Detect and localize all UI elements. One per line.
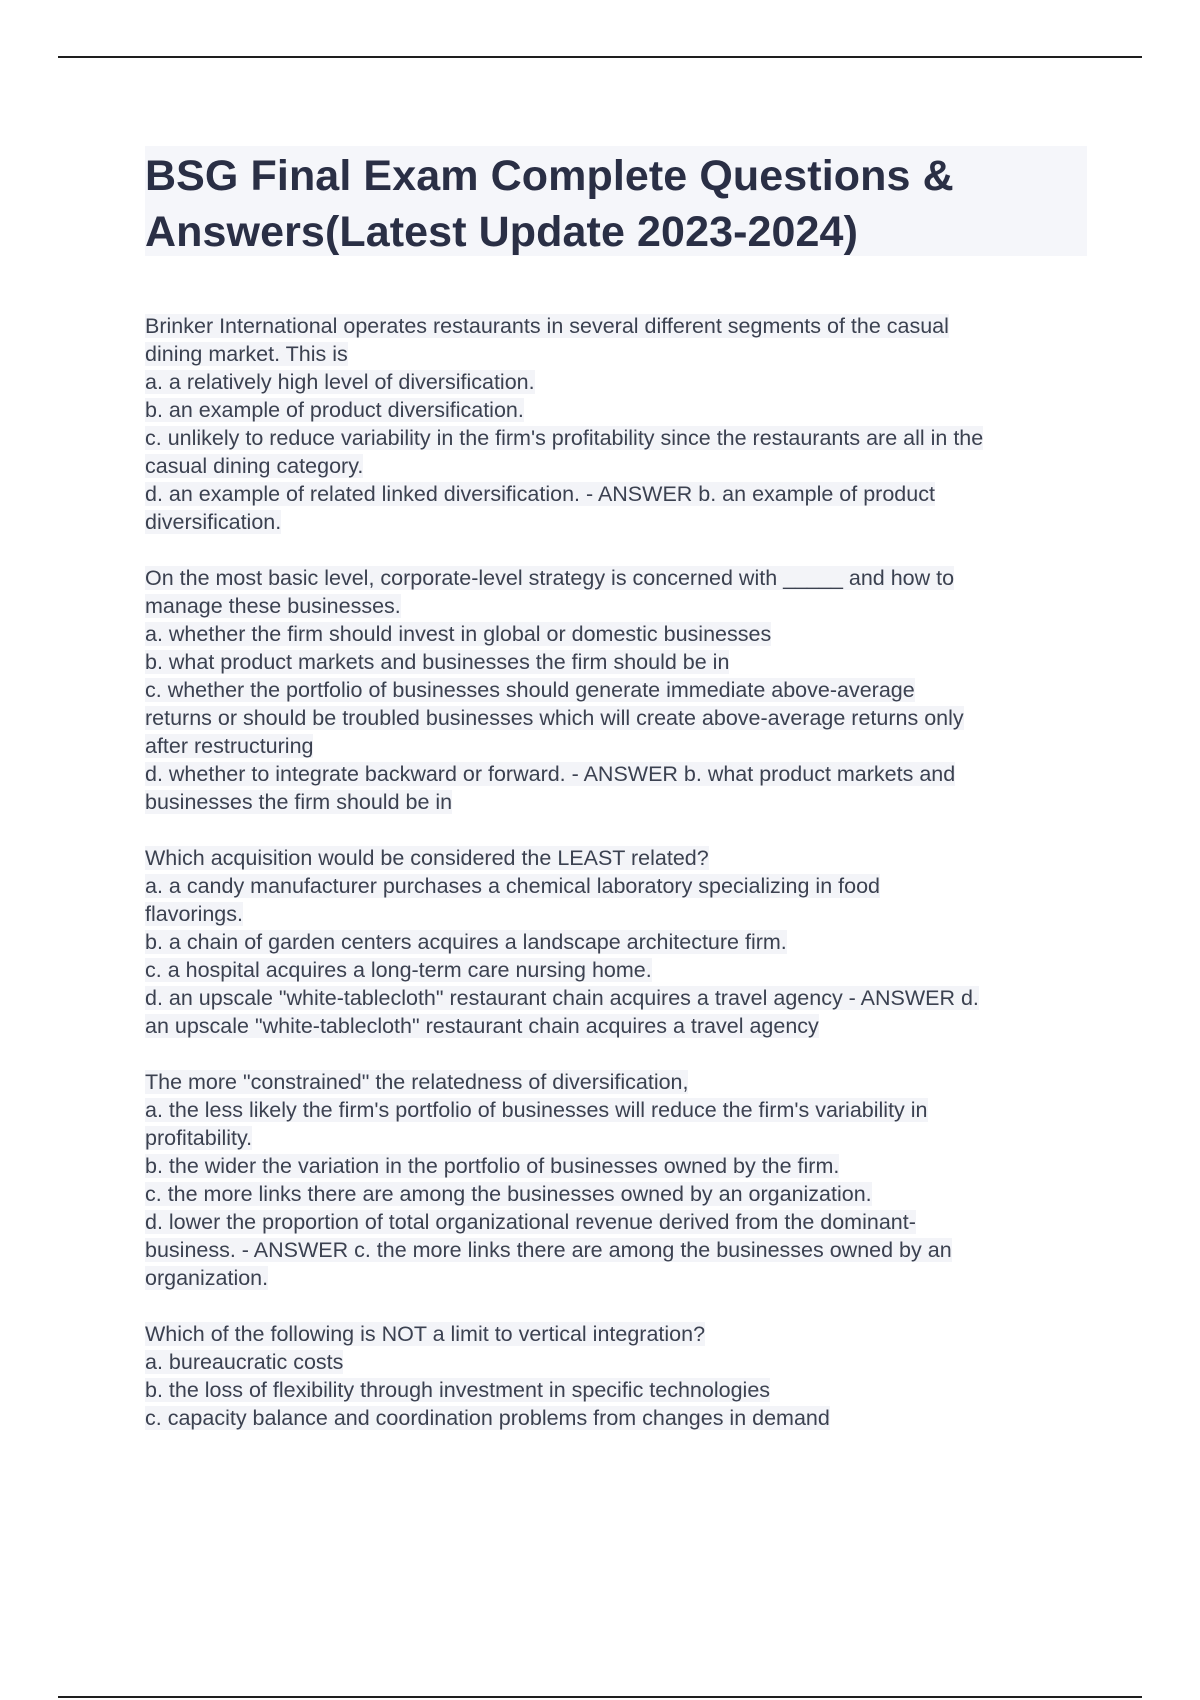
question-item-2 — [145, 564, 1090, 816]
text-line: c. the more links there are among the businesses owned by an organization. — [145, 1182, 872, 1206]
text-line: diversification. — [145, 510, 282, 534]
text-line: c. a hospital acquires a long-term care nursing home. — [145, 958, 652, 982]
text-line: d. whether to integrate backward or forward. - ANSWER b. what product markets and — [145, 762, 956, 786]
text-line: profitability. — [145, 1126, 253, 1150]
text-line: On the most basic level, corporate-level strategy is concerned with _____ and how to — [145, 566, 955, 590]
question-item-4 — [145, 1068, 1090, 1292]
text-line: businesses the firm should be in — [145, 790, 453, 814]
question-item-3 — [145, 844, 1090, 1040]
text-line: b. what product markets and businesses the firm should be in — [145, 650, 730, 674]
text-line: Which acquisition would be considered the LEAST related? — [145, 846, 709, 870]
text-line: an upscale "white-tablecloth" restaurant chain acquires a travel agency — [145, 1014, 819, 1038]
text-line: a. a candy manufacturer purchases a chemical laboratory specializing in food — [145, 874, 880, 898]
text-line: d. an upscale "white-tablecloth" restaurant chain acquires a travel agency - ANSWER d. — [145, 986, 979, 1010]
text-line: a. the less likely the firm's portfolio of businesses will reduce the firm's variability in — [145, 1098, 928, 1122]
question-list — [145, 312, 1090, 1460]
text-line: organization. — [145, 1266, 269, 1290]
text-line: b. a chain of garden centers acquires a landscape architecture firm. — [145, 930, 787, 954]
text-line: Brinker International operates restaurants in several different segments of the casual — [145, 314, 949, 338]
text-line: after restructuring — [145, 734, 314, 758]
text-line: b. the loss of flexibility through investment in specific technologies — [145, 1378, 771, 1402]
text-line: a. whether the firm should invest in global or domestic businesses — [145, 622, 772, 646]
text-line: a. a relatively high level of diversification. — [145, 370, 535, 394]
text-line: casual dining category. — [145, 454, 364, 478]
text-line: a. bureaucratic costs — [145, 1350, 344, 1374]
text-line: manage these businesses. — [145, 594, 401, 618]
text-line: d. an example of related linked diversification. - ANSWER b. an example of product — [145, 482, 935, 506]
text-line: returns or should be troubled businesses which will create above-average returns only — [145, 706, 964, 730]
text-line: c. unlikely to reduce variability in the firm's profitability since the restaurants are all in the — [145, 426, 984, 450]
text-line: Which of the following is NOT a limit to vertical integration? — [145, 1322, 706, 1346]
text-line: flavorings. — [145, 902, 243, 926]
text-line: b. an example of product diversification. — [145, 398, 524, 422]
text-line: The more "constrained" the relatedness of diversification, — [145, 1070, 689, 1094]
question-item-1 — [145, 312, 1090, 536]
text-line: b. the wider the variation in the portfolio of businesses owned by the firm. — [145, 1154, 840, 1178]
text-line: c. whether the portfolio of businesses should generate immediate above-average — [145, 678, 915, 702]
text-line: dining market. This is — [145, 342, 348, 366]
question-item-5 — [145, 1320, 1090, 1432]
page-title: BSG Final Exam Complete Questions & Answers(Latest Update 2023-2024) — [145, 152, 954, 256]
text-line: d. lower the proportion of total organizational revenue derived from the dominant- — [145, 1210, 916, 1234]
top-rule — [58, 56, 1142, 58]
title-block — [145, 146, 1087, 256]
text-line: c. capacity balance and coordination problems from changes in demand — [145, 1406, 830, 1430]
bottom-rule — [58, 1696, 1142, 1698]
text-line: business. - ANSWER c. the more links there are among the businesses owned by an — [145, 1238, 952, 1262]
